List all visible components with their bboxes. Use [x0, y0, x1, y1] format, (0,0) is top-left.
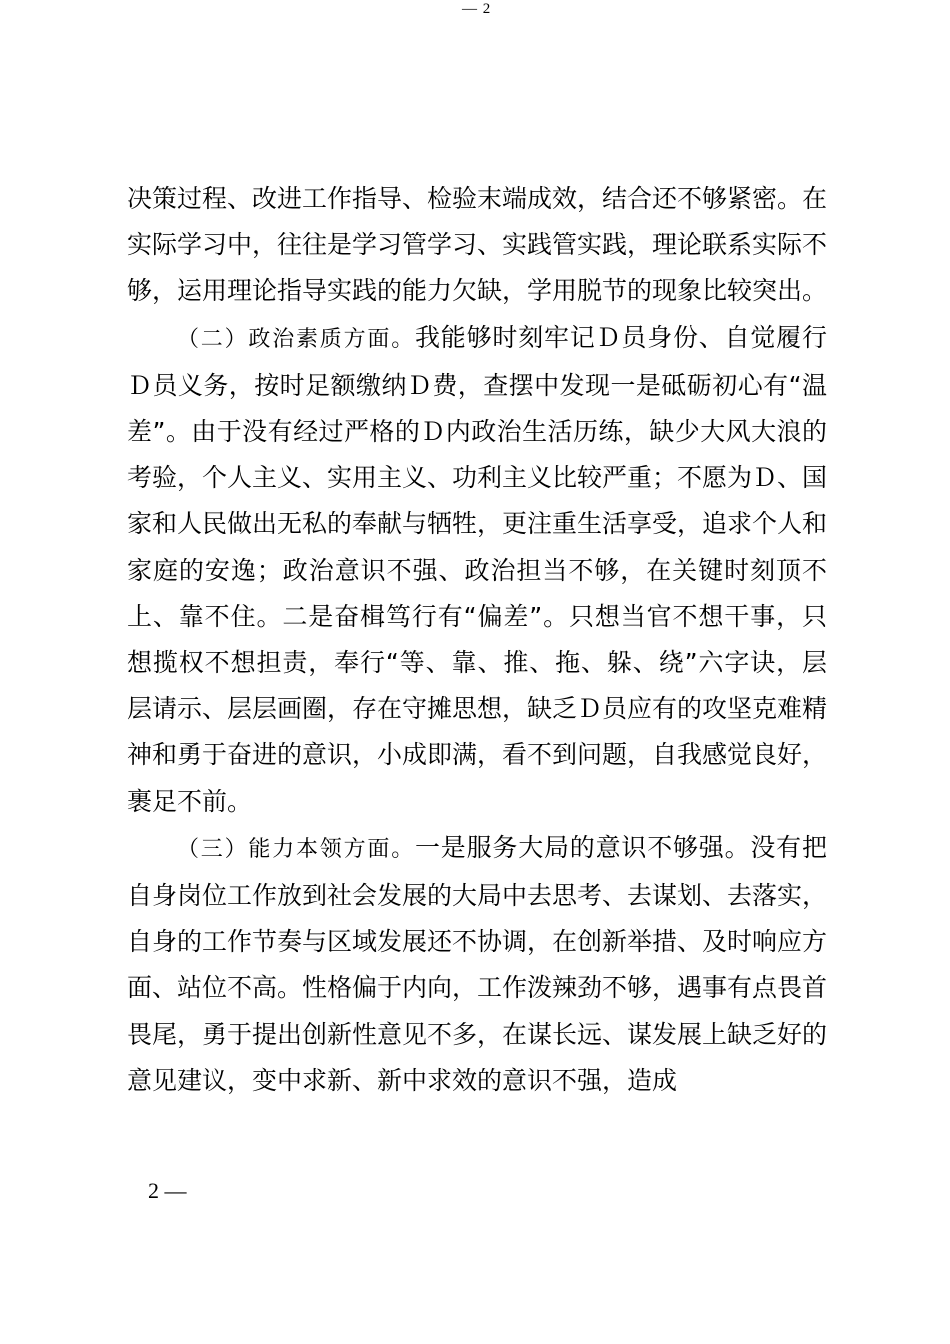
page-footer-number: 2 —: [148, 1178, 187, 1203]
paragraph-text: 一是服务大局的意识不够强。没有把自身岗位工作放到社会发展的大局中去思考、去谋划、去落实，自身的工作节奏与区域发展还不协调，在创新举措、及时响应方面、站位不高。性格偏于内向，工作泼辣劲不够，遇事有点畏首畏尾，勇于提出创新性意见不多，在谋长远、谋发展上缺乏好的意见建议，变中求新、新中求效的意识不强，造成: [127, 832, 828, 1095]
paragraph-continuation: [127, 176, 827, 315]
document-body: [127, 176, 827, 1104]
paragraph-political-quality: [127, 315, 827, 825]
page-header-number: — 2: [462, 1, 492, 17]
paragraph-ability: [127, 825, 827, 1104]
section-heading-political-quality: （二）政治素质方面。: [177, 326, 415, 352]
paragraph-text: 决策过程、改进工作指导、检验末端成效，结合还不够紧密。在实际学习中，往往是学习管学习、实践管实践，理论联系实际不够，运用理论指导实践的能力欠缺，学用脱节的现象比较突出。: [127, 184, 828, 306]
section-heading-ability: （三）能力本领方面。: [177, 836, 415, 862]
paragraph-text: 我能够时刻牢记Ｄ员身份、自觉履行Ｄ员义务，按时足额缴纳Ｄ费，查摆中发现一是砥砺初心有“温差”。由于没有经过严格的Ｄ内政治生活历练，缺少大风大浪的考验，个人主义、实用主义、功利主义比较严重；不愿为Ｄ、国家和人民做出无私的奉献与牺牲，更注重生活享受，追求个人和家庭的安逸；政治意识不强、政治担当不够，在关键时刻顶不上、靠不住。二是奋楫笃行有“偏差”。只想当官不想干事，只想揽权不想担责，奉行“等、靠、推、拖、躲、绕”六字诀，层层请示、层层画圈，存在守摊思想，缺乏Ｄ员应有的攻坚克难精神和勇于奋进的意识，小成即满，看不到问题，自我感觉良好，裹足不前。: [127, 322, 828, 816]
